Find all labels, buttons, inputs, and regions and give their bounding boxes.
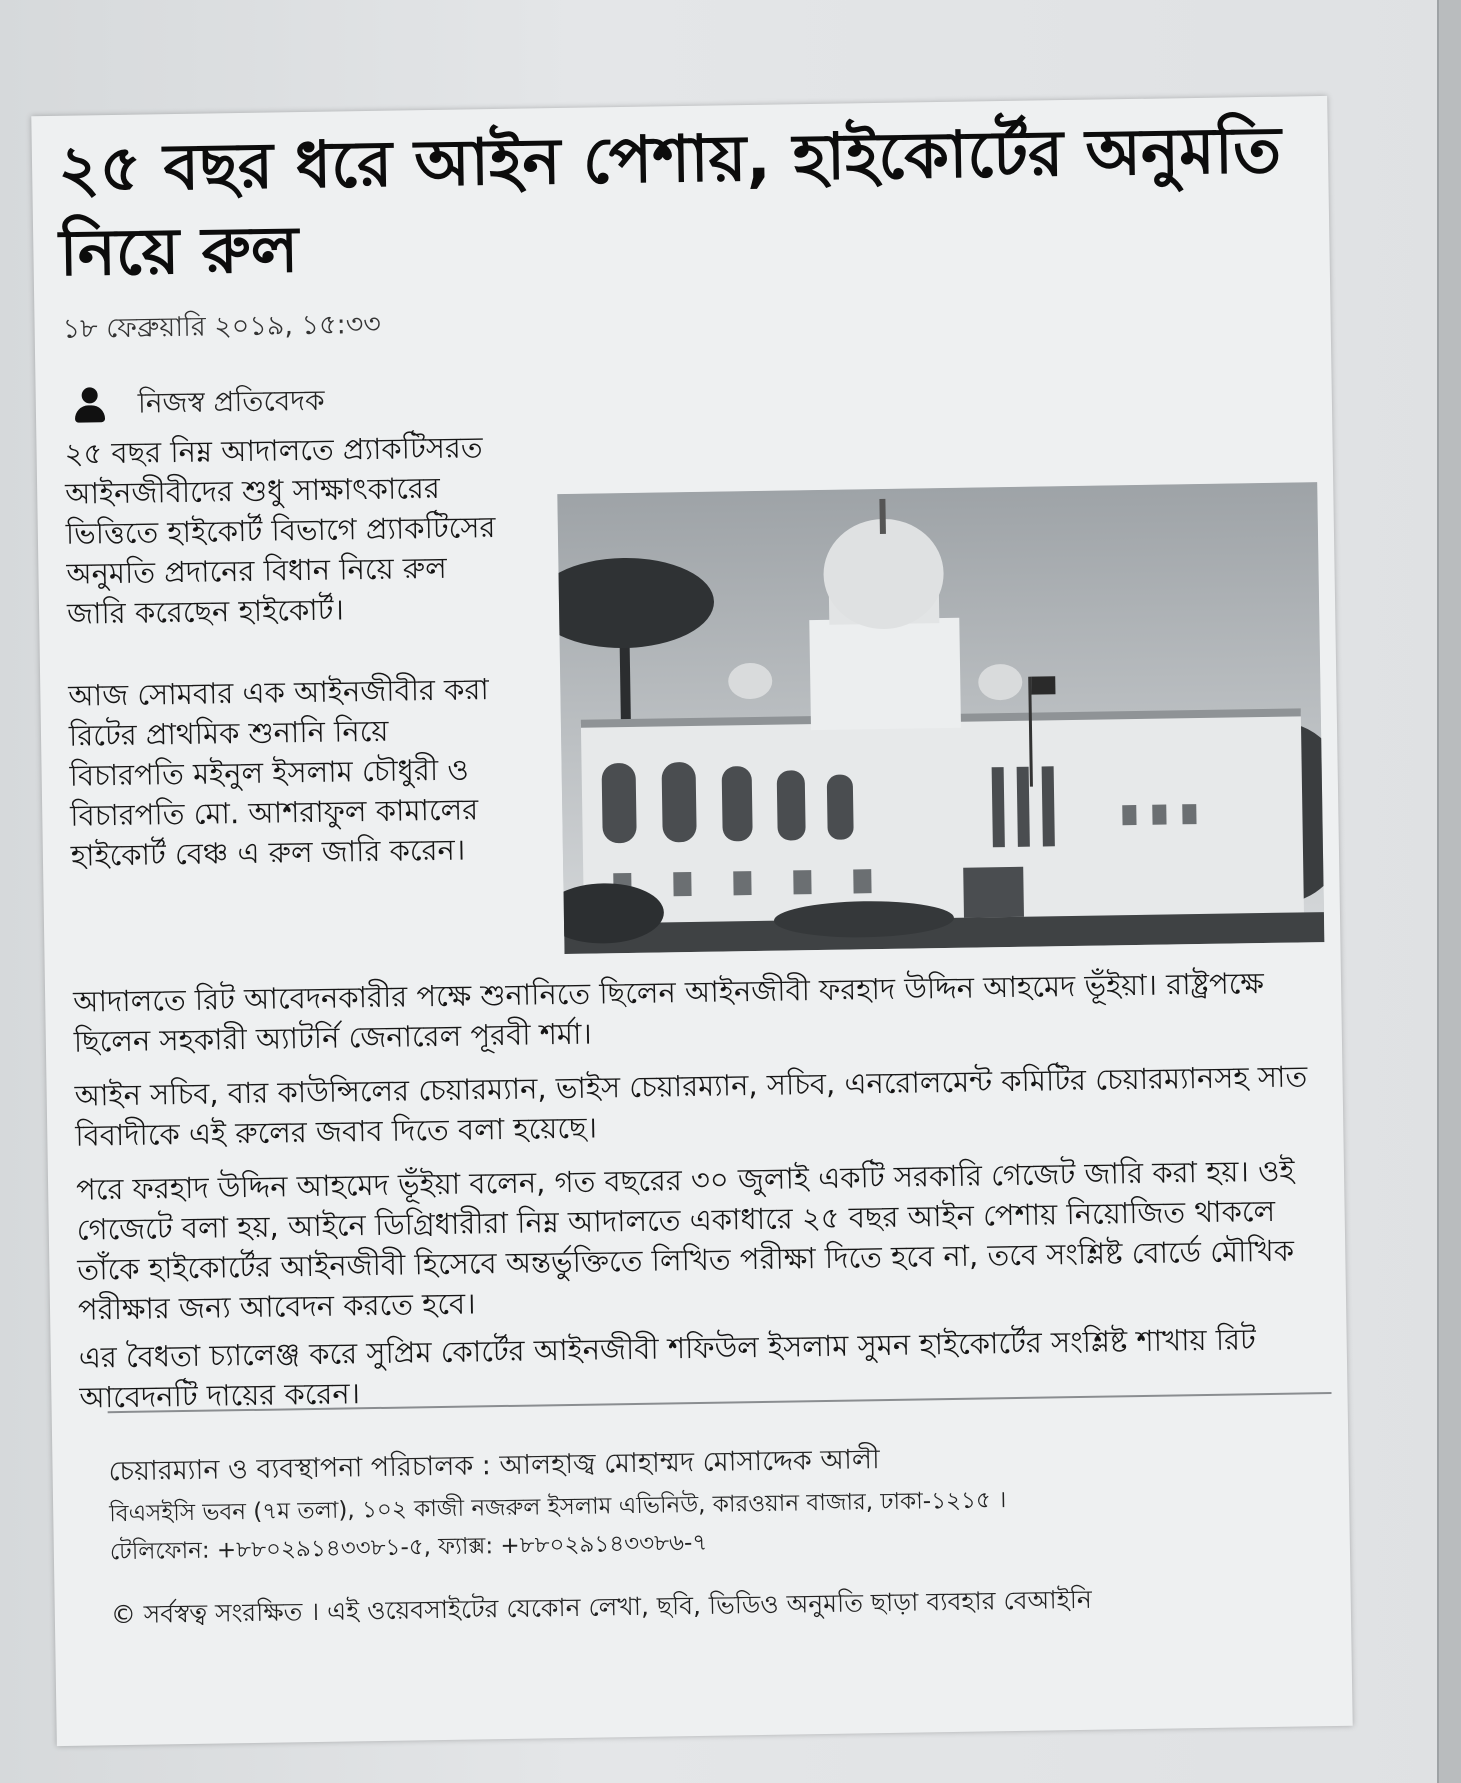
article-date: ১৮ ফেব্রুয়ারি ২০১৯, ১৫:৩৩ (62, 308, 382, 345)
frame-edge (1437, 0, 1461, 1783)
footer-chairman: চেয়ারম্যান ও ব্যবস্থাপনা পরিচালক : আলহাজ্ব মোহাম্মদ মোসাদ্দেক আলী (108, 1444, 880, 1488)
article-paragraph: আইন সচিব, বার কাউন্সিলের চেয়ারম্যান, ভাইস চেয়ারম্যান, সচিব, এনরোলমেন্ট কমিটির চেয়ারম্যানসহ সাত বিবাদীকে এই রুলের জবাব দিতে বলা হয়েছে। (74, 1059, 1308, 1153)
article-printout (31, 96, 1352, 1746)
author-name: নিজস্ব প্রতিবেদক (137, 383, 325, 420)
article-paragraph: ২৫ বছর নিম্ন আদালতে প্র্যাকটিসরত আইনজীবীদের শুধু সাক্ষাৎকারের ভিত্তিতে হাইকোর্ট বিভাগে প্র্যাকটিসের অনুমতি প্রদানের বিধান নিয়ে রুল জারি করেছেন হাইকোর্ট। (64, 430, 496, 631)
user-icon (72, 385, 109, 426)
author-byline (71, 380, 324, 428)
article-title: ২৫ বছর ধরে আইন পেশায়, হাইকোর্টের অনুমতি নিয়ে রুল (57, 113, 1282, 291)
high-court-photo (557, 482, 1324, 954)
article-paragraph: পরে ফরহাদ উদ্দিন আহমেদ ভূঁইয়া বলেন, গত বছরের ৩০ জুলাই একটি সরকারি গেজেট জারি করা হয়। ওই গেজেটে বলা হয়, আইনে ডিগ্রিধারীরা নিম্ন আদালতে একাধারে ২৫ বছর আইন পেশায় নিয়োজিত থাকলে তাঁকে হাইকোর্টের আইনজীবী হিসেবে অন্তর্ভুক্তিতে লিখিত পরীক্ষা দিতে হবে না, তবে সংশ্লিষ্ট বোর্ডে মৌখিক পরীক্ষার জন্য আবেদন করতে হবে। (75, 1153, 1295, 1327)
article-paragraph: আদালতে রিট আবেদনকারীর পক্ষে শুনানিতে ছিলেন আইনজীবী ফরহাদ উদ্দিন আহমেদ ভূঁইয়া। রাষ্ট্রপক্ষে ছিলেন সহকারী অ্যাটর্নি জেনারেল পূরবী শর্মা। (72, 966, 1265, 1059)
article-paragraph: এর বৈধতা চ্যালেঞ্জ করে সুপ্রিম কোর্টের আইনজীবী শফিউল ইসলাম সুমন হাইকোর্টের সংশ্লিষ্ট শাখায় রিট আবেদনটি দায়ের করেন। (78, 1322, 1257, 1415)
footer-address: বিএসইসি ভবন (৭ম তলা), ১০২ কাজী নজরুল ইসলাম এভিনিউ, কারওয়ান বাজার, ঢাকা-১২১৫ । (109, 1487, 1007, 1528)
footer-copyright: © সর্বস্বত্ব সংরক্ষিত । এই ওয়েবসাইটের যেকোন লেখা, ছবি, ভিডিও অনুমতি ছাড়া ব্যবহার বেআইনি (110, 1584, 1093, 1630)
article-paragraph: আজ সোমবার এক আইনজীবীর করা রিটের প্রাথমিক শুনানি নিয়ে বিচারপতি মইনুল ইসলাম চৌধুরী ও বিচারপতি মো. আশরাফুল কামালের হাইকোর্ট বেঞ্চ এ রুল জারি করেন। (68, 672, 490, 873)
footer-phone: টেলিফোন: +৮৮০২৯১৪৩৩৮১-৫, ফ্যাক্স: +৮৮০২৯১৪৩৩৮৬-৭ (109, 1529, 708, 1566)
